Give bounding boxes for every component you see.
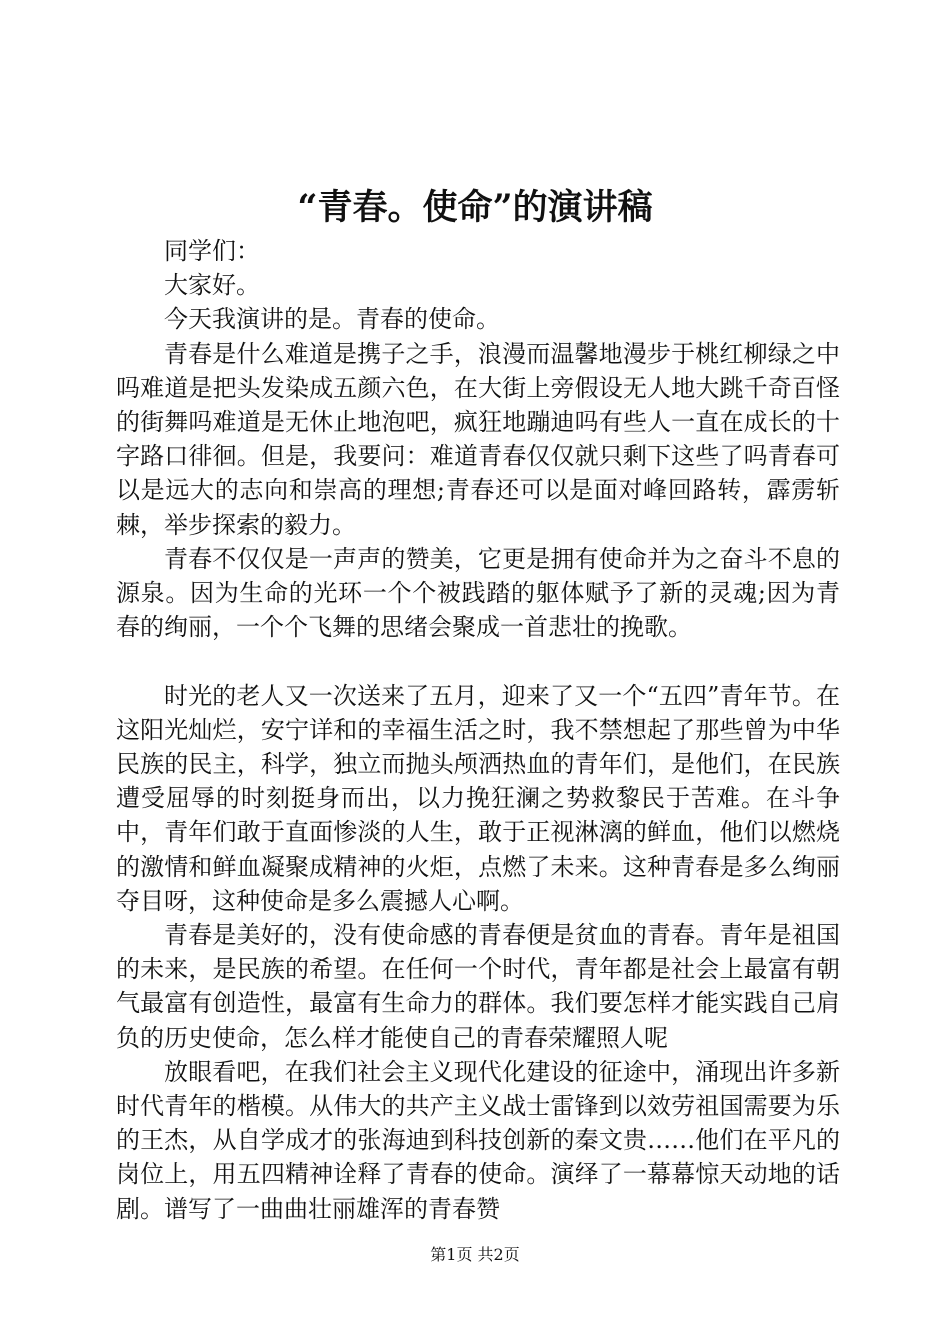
- document-title: “青春。使命”的演讲稿: [297, 187, 653, 228]
- paragraph-youth-mission: 青春不仅仅是一声声的赞美，它更是拥有使命并为之奋斗不息的源泉。因为生命的光环一个个被践踏的躯体赋予了新的灵魂;因为青春的绚丽，一个个飞舞的思绪会聚成一首悲壮的挽歌。: [116, 544, 840, 642]
- paragraph-role-models: 放眼看吧，在我们社会主义现代化建设的征途中，涌现出许多新时代青年的楷模。从伟大的共产主义战士雷锋到以效劳祖国需要为乐的王杰，从自学成才的张海迪到科技创新的秦文贵……他们在平凡的岗位上，用五四精神诠释了青春的使命。演绎了一幕幕惊天动地的话剧。谱写了一曲曲壮丽雄浑的青春赞: [116, 1057, 840, 1223]
- paragraph-spacer: [116, 644, 840, 678]
- page-footer: 第1页 共2页: [430, 1245, 520, 1264]
- paragraph-may-fourth: 时光的老人又一次送来了五月，迎来了又一个“五四”青年节。在这阳光灿烂，安宁详和的幸福生活之时，我不禁想起了那些曾为中华民族的民主，科学，独立而抛头颅洒热血的青年们，是他们，在民族遭受屈辱的时刻挺身而出，以力挽狂澜之势救黎民于苦难。在斗争中，青年们敢于直面惨淡的人生，敢于正视淋漓的鲜血，他们以燃烧的激情和鲜血凝聚成精神的火炬，点燃了未来。这种青春是多么绚丽夺目呀，这种使命是多么震撼人心啊。: [116, 681, 840, 915]
- document-body: [116, 234, 840, 1226]
- paragraph-greeting: 同学们：: [164, 237, 260, 265]
- paragraph-hello: 大家好。: [164, 271, 260, 300]
- paragraph-youth-future: 青春是美好的，没有使命感的青春便是贫血的青春。青年是祖国的未来，是民族的希望。在任何一个时代，青年都是社会上最富有朝气最富有创造性，最富有生命力的群体。我们要怎样才能实践自己肩负的历史使命，怎么样才能使自己的青春荣耀照人呢: [116, 921, 840, 1052]
- paragraph-what-is-youth: 青春是什么难道是携子之手，浪漫而温馨地漫步于桃红柳绿之中吗难道是把头发染成五颜六色，在大街上旁假设无人地大跳千奇百怪的街舞吗难道是无休止地泡吧，疯狂地蹦迪吗有些人一直在成长的十字路口徘徊。但是，我要问：难道青春仅仅就只剩下这些了吗青春可以是远大的志向和崇高的理想;青春还可以是面对峰回路转，霹雳斩棘，举步探索的毅力。: [116, 339, 840, 539]
- paragraph-topic: 今天我演讲的是。青春的使命。: [164, 305, 500, 334]
